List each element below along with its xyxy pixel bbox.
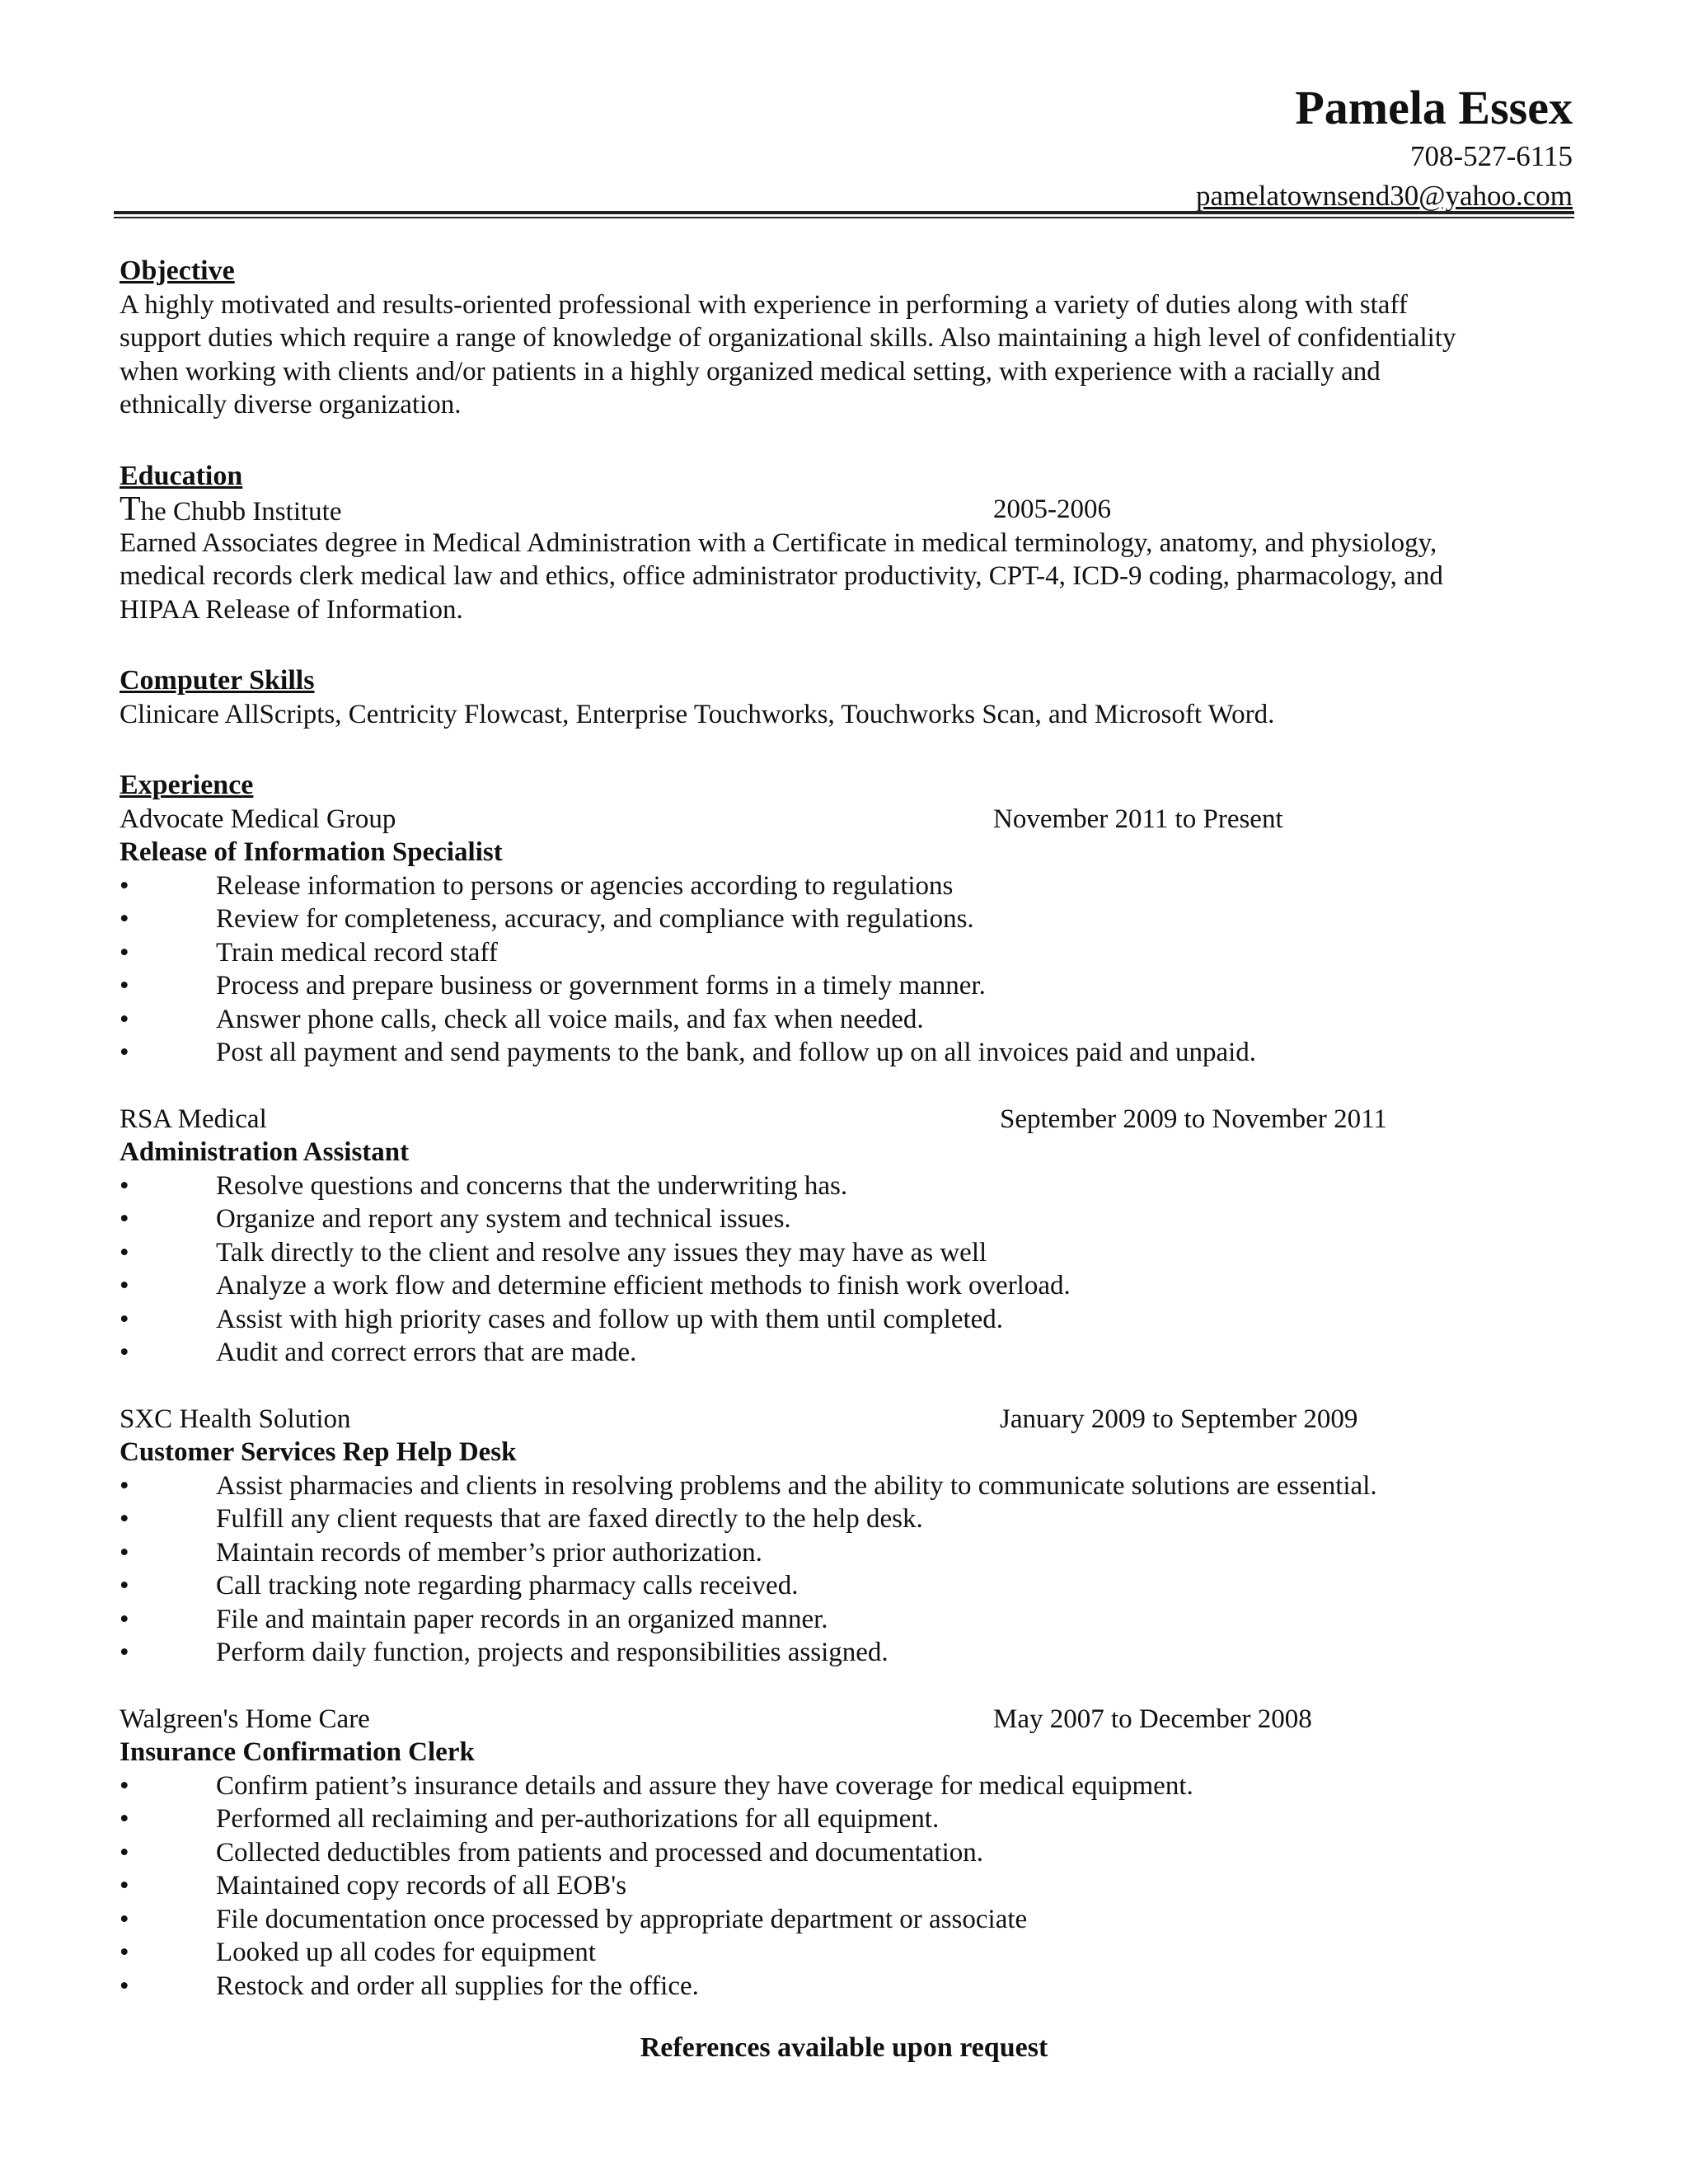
- list-item: • Talk directly to the client and resolve any issues they may have as well: [120, 1236, 1570, 1270]
- bullet-icon: •: [120, 1804, 129, 1834]
- bullet-icon: •: [120, 1338, 129, 1367]
- job-header: [120, 1103, 1570, 1137]
- job-dates: September 2009 to November 2011: [1000, 1104, 1387, 1134]
- bullet-icon: •: [120, 1871, 129, 1900]
- objective-text: [120, 288, 1570, 422]
- school-name: [120, 490, 342, 529]
- objective-line: ethnically diverse organization.: [120, 390, 462, 419]
- job-dates: January 2009 to September 2009: [1000, 1404, 1358, 1434]
- bullet-icon: •: [120, 1504, 129, 1534]
- bullet-icon: •: [120, 1170, 129, 1201]
- bullet-icon: •: [120, 1038, 129, 1067]
- references-note: References available upon request: [640, 2032, 1048, 2063]
- bullet-icon: •: [120, 1237, 129, 1268]
- job-title: Customer Services Rep Help Desk: [120, 1437, 517, 1467]
- candidate-name: Pamela Essex: [1295, 81, 1573, 134]
- list-item: • Restock and order all supplies for the office.: [120, 1970, 1570, 2004]
- job-title: Insurance Confirmation Clerk: [120, 1737, 475, 1767]
- bullet-icon: •: [120, 1638, 129, 1667]
- email-link[interactable]: pamelatownsend30@yahoo.com: [1196, 180, 1573, 212]
- list-item: • Performed all reclaiming and per-authorizations for all equipment.: [120, 1802, 1570, 1836]
- resume-body: [120, 255, 1570, 2003]
- objective-line: when working with clients and/or patients in a highly organized medical setting, with experience with a racially and: [120, 356, 1381, 387]
- list-item: • Resolve questions and concerns that the underwriting has.: [120, 1169, 1570, 1203]
- bullet-icon: •: [120, 937, 129, 968]
- bullet-icon: •: [120, 1204, 129, 1234]
- job-header: [120, 803, 1570, 837]
- list-item: • Post all payment and send payments to the bank, and follow up on all invoices paid and unpaid.: [120, 1036, 1570, 1070]
- job-header: [120, 1403, 1570, 1436]
- job-title: Administration Assistant: [120, 1137, 410, 1167]
- objective-line: support duties which require a range of knowledge of organizational skills. Also maintaining a high level of confidentiality: [120, 323, 1456, 353]
- bullet-icon: •: [120, 1537, 129, 1568]
- list-item: • File and maintain paper records in an organized manner.: [120, 1603, 1570, 1637]
- list-item: • Train medical record staff: [120, 936, 1570, 970]
- job-dates: May 2007 to December 2008: [993, 1704, 1312, 1734]
- experience-heading: Experience: [120, 770, 254, 800]
- bullet-icon: •: [120, 1571, 129, 1601]
- header-divider-thin: [114, 217, 1574, 218]
- bullet-icon: •: [120, 1971, 129, 2001]
- phone-number: 708-527-6115: [1409, 140, 1573, 172]
- bullet-icon: •: [120, 1271, 129, 1301]
- bullet-icon: •: [120, 904, 129, 934]
- bullet-icon: •: [120, 971, 129, 1001]
- school-initial: T: [120, 490, 141, 528]
- bullet-icon: •: [120, 1004, 129, 1034]
- computer-skills-heading: Computer Skills: [120, 665, 315, 696]
- education-text: [120, 527, 1570, 627]
- list-item: • Organize and report any system and technical issues.: [120, 1202, 1570, 1236]
- job-duties-list: [120, 1769, 1570, 2004]
- list-item: • Assist pharmacies and clients in resolving problems and the ability to communicate solutions are essential.: [120, 1469, 1570, 1503]
- list-item: • Call tracking note regarding pharmacy calls received.: [120, 1569, 1570, 1603]
- job-duties-list: [120, 869, 1570, 1070]
- list-item: • Analyze a work flow and determine efficient methods to finish work overload.: [120, 1269, 1570, 1303]
- job-dates: November 2011 to Present: [993, 804, 1283, 834]
- education-years: 2005-2006: [993, 494, 1111, 524]
- resume-header: [1196, 79, 1573, 216]
- list-item: • Answer phone calls, check all voice mails, and fax when needed.: [120, 1003, 1570, 1037]
- bullet-icon: •: [120, 1938, 129, 1967]
- bullet-icon: •: [120, 1470, 129, 1501]
- list-item: • File documentation once processed by appropriate department or associate: [120, 1903, 1570, 1937]
- education-line: Earned Associates degree in Medical Administration with a Certificate in medical terminology, anatomy, and physiology,: [120, 527, 1437, 558]
- bullet-icon: •: [120, 1837, 129, 1868]
- education-heading: Education: [120, 460, 243, 491]
- header-divider-thick: [114, 211, 1574, 214]
- school-name-rest: he Chubb Institute: [140, 497, 342, 527]
- list-item: • Audit and correct errors that are made.: [120, 1336, 1570, 1370]
- job-header: [120, 1703, 1570, 1736]
- job-duties-list: [120, 1169, 1570, 1370]
- education-line: medical records clerk medical law and ethics, office administrator productivity, CPT-4, ICD-9 coding, pharmacology, and: [120, 561, 1443, 591]
- list-item: • Fulfill any client requests that are faxed directly to the help desk.: [120, 1502, 1570, 1536]
- bullet-icon: •: [120, 1904, 129, 1934]
- education-row: [120, 490, 1570, 528]
- list-item: • Assist with high priority cases and follow up with them until completed.: [120, 1303, 1570, 1337]
- bullet-icon: •: [120, 1304, 129, 1334]
- bullet-icon: •: [120, 1770, 129, 1801]
- bullet-icon: •: [120, 1604, 129, 1634]
- list-item: • Perform daily function, projects and responsibilities assigned.: [120, 1636, 1570, 1670]
- list-item: • Confirm patient’s insurance details and assure they have coverage for medical equipment.: [120, 1769, 1570, 1803]
- list-item: • Review for completeness, accuracy, and compliance with regulations.: [120, 902, 1570, 936]
- computer-skills-text: Clinicare AllScripts, Centricity Flowcast, Enterprise Touchworks, Touchworks Scan, and Microsoft Word.: [120, 699, 1275, 729]
- list-item: • Release information to persons or agencies according to regulations: [120, 869, 1570, 903]
- list-item: • Looked up all codes for equipment: [120, 1936, 1570, 1970]
- employer-name: Walgreen's Home Care: [120, 1704, 370, 1734]
- list-item: • Process and prepare business or government forms in a timely manner.: [120, 969, 1570, 1003]
- list-item: • Maintained copy records of all EOB's: [120, 1869, 1570, 1903]
- employer-name: SXC Health Solution: [120, 1404, 351, 1434]
- education-line: HIPAA Release of Information.: [120, 594, 463, 625]
- list-item: • Collected deductibles from patients and processed and documentation.: [120, 1836, 1570, 1870]
- job-duties-list: [120, 1469, 1570, 1670]
- list-item: • Maintain records of member’s prior authorization.: [120, 1536, 1570, 1570]
- job-title: Release of Information Specialist: [120, 837, 503, 867]
- bullet-icon: •: [120, 870, 129, 901]
- employer-name: Advocate Medical Group: [120, 804, 396, 834]
- objective-heading: Objective: [120, 255, 235, 286]
- employer-name: RSA Medical: [120, 1104, 267, 1134]
- objective-line: A highly motivated and results-oriented professional with experience in performing a variety of duties along with staff: [120, 289, 1408, 320]
